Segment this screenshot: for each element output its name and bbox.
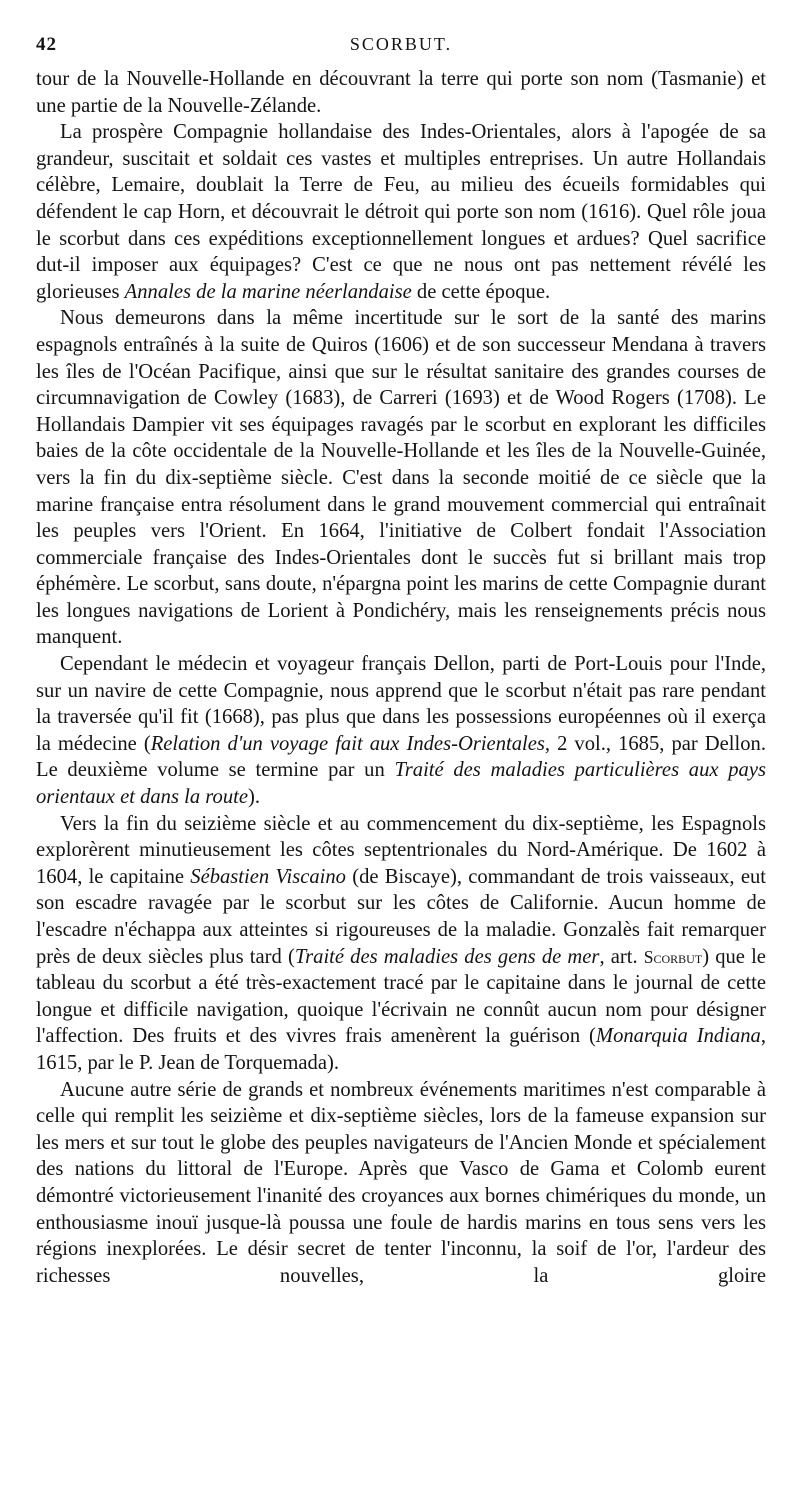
italic-title: Relation d'un voyage fait aux Indes-Orientales <box>150 732 545 755</box>
text-segment: La prospère Compagnie hollandaise des Indes-Orientales, alors à l'apogée de sa grandeur, suscitait et soldait ces vastes et multiples entreprises. Un autre Hollandais célèbre, Lemaire, doublait la Terre de Feu, au milieu des écueils formidables qui défendent le cap Horn, et découvrait le détroit qui porte son nom (1616). Quel rôle joua le scorbut dans ces expéditions exceptionnellement longues et ardues? Quel sacrifice dut-il imposer aux équipages? C'est ce que ne nous ont pas nettement révélé les glorieuses <box>36 121 766 303</box>
body-text <box>36 66 766 1289</box>
paragraph-p2 <box>36 119 766 305</box>
italic-title: Monarquia Indiana <box>595 1025 761 1048</box>
running-header <box>36 28 766 64</box>
text-segment: (de Biscaye), commandant de trois vaisseaux, eut son escadre ravagée par le scorbut sur les côtes de Californie. Aucun homme de l'escadre n'échappa aux atteintes si rigoureuses de la maladie. Gonzalès fait remarquer près de deux siècles plus tard ( <box>36 865 766 968</box>
text-segment: ). <box>248 786 261 809</box>
page-header-title: SCORBUT. <box>349 34 453 54</box>
paragraph-p6 <box>36 1077 766 1290</box>
text-segment: , 1615, par le P. Jean de Torquemada). <box>36 1025 766 1074</box>
text-segment: , art. <box>599 945 644 968</box>
paragraph-p3 <box>36 305 766 651</box>
italic-title: Traité des maladies des gens de mer <box>294 945 600 968</box>
text-segment: Cependant le médecin et voyageur français Dellon, parti de Port-Louis pour l'Inde, sur un navire de cette Compagnie, nous apprend que le scorbut n'était pas rare pendant la traversée qu'il fit (1668), pas plus que dans les possessions européennes où il exerça la médecine ( <box>36 653 766 755</box>
italic-title: Sébastien Viscaino <box>190 865 346 888</box>
paragraph-p4 <box>36 651 766 811</box>
text-segment: ) que le tableau du scorbut a été très-exactement tracé par le capitaine dans le journal de cette longue et difficile navigation, quoique l'écrivain ne connût aucun nom pour désigner l'affection. Des fruits et des vivres frais amenèrent la guérison ( <box>36 945 766 1048</box>
text-segment: Vers la fin du seizième siècle et au commencement du dix-septième, les Espagnols explorèrent minutieusement les côtes septentrionales du Nord-Amérique. De 1602 à 1604, le capitaine <box>36 812 766 888</box>
text-segment: tour de la Nouvelle-Hollande en découvrant la terre qui porte son nom (Tasmanie) et une partie de la Nouvelle-Zélande. <box>36 68 766 117</box>
page-number: 42 <box>36 34 57 55</box>
small-caps-term: Scorbut <box>643 946 703 967</box>
paragraph-p5 <box>36 811 766 1077</box>
italic-title: Traité des maladies particulières aux pays orientaux et dans la route <box>36 759 766 809</box>
text-segment: , 2 vol., 1685, par Dellon. Le deuxième volume se termine par un <box>36 732 766 782</box>
text-segment: Nous demeurons dans la même incertitude sur le sort de la santé des marins espagnols entraînés à la suite de Quiros (1606) et de son successeur Mendana à travers les îles de l'Océan Pacifique, ainsi que sur le résultat sanitaire des grandes courses de circumnavigation de Cowley (1683), de Carreri (1693) et de Wood Rogers (1708). Le Hollandais Dampier vit ses équipages ravagés par le scorbut en explorant les difficiles baies de la côte occidentale de la Nouvelle-Hollande et les îles de la Nouvelle-Guinée, vers la fin du dix-septième siècle. C'est dans la seconde moitié de ce siècle que la marine française entra résolument dans le grand mouvement commercial qui entraînait les peuples vers l'Orient. En 1664, l'initiative de Colbert fondait l'Association commerciale française des Indes-Orientales dont le succès fut si brillant mais trop éphémère. Le scorbut, sans doute, n'épargna point les marins de cette Compagnie durant les longues navigations de Lorient à Pondichéry, mais les renseignements précis nous manquent. <box>36 307 766 649</box>
paragraph-p1 <box>36 66 766 119</box>
text-segment: de cette époque. <box>411 280 551 303</box>
book-page <box>36 28 766 1289</box>
text-segment: Aucune autre série de grands et nombreux événements maritimes n'est comparable à celle qui remplit les seizième et dix-septième siècles, lors de la fameuse expansion sur les mers et sur tout le globe des peuples navigateurs de l'Ancien Monde et spécialement des nations du littoral de l'Europe. Après que Vasco de Gama et Colomb eurent démontré victorieusement l'inanité des croyances aux bornes chimériques du monde, un enthousiasme inouï jusque-là poussa une foule de hardis marins en tous sens vers les régions inexplorées. Le désir secret de tenter l'inconnu, la soif de l'or, l'ardeur des richesses nouvelles, la gloire <box>36 1078 766 1287</box>
italic-title: Annales de la marine néerlandaise <box>124 280 412 303</box>
